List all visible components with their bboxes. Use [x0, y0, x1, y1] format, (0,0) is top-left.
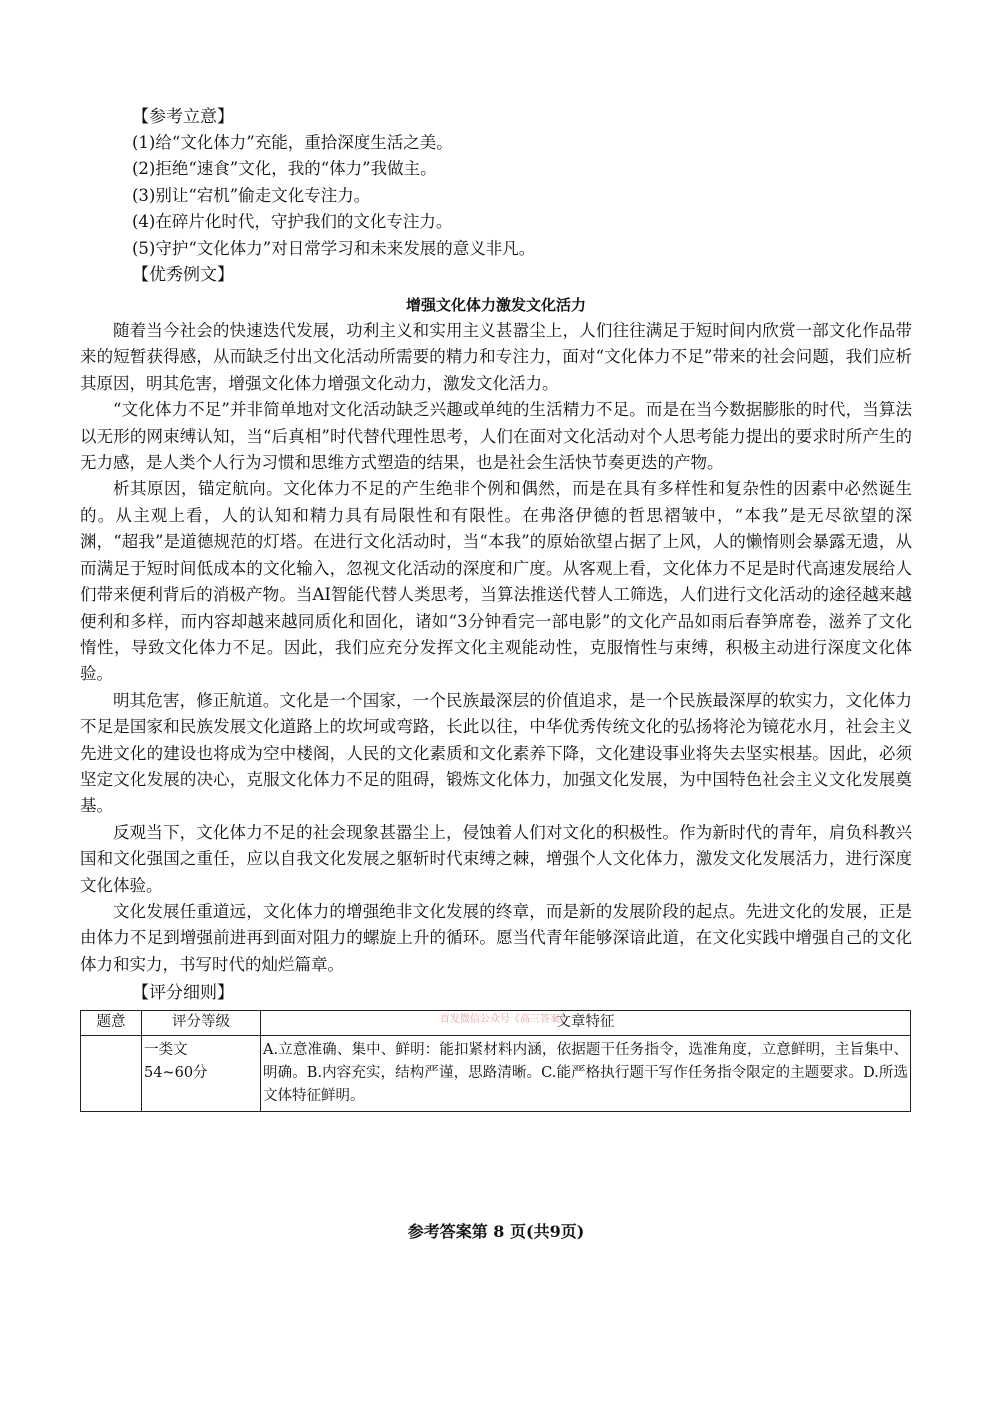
essay-heading: 【优秀例文】: [132, 265, 234, 286]
cell-features: A.立意准确、集中、鲜明：能扣紧材料内涵，依据题干任务指令，选准角度，立意鲜明，主旨集中、明确。B.内容充实，结构严谨，思路清晰。C.能严格执行题干写作任务指令限定的主题要求。D.所选文体特征鲜明。: [261, 1036, 911, 1112]
essay-paragraph: 析其原因，锚定航向。文化体力不足的产生绝非个例和偶然，而是在具有多样性和复杂性的因素中必然诞生的。从主观上看，人的认知和精力具有局限性和有限性。在弗洛伊德的哲思褶皱中，“本我”是无尽欲望的深渊，“超我”是道德规范的灯塔。在进行文化活动时，当“本我”的原始欲望占据了上风，人的懒惰则会暴露无遗，从而满足于短时间低成本的文化输入，忽视文化活动的深度和广度。从客观上看，文化体力不足是时代高速发展给人们带来便利背后的消极产物。当AI智能代替人类思考，当算法推送代替人工筛选，人们进行文化活动的途径越来越便利和多样，而内容却越来越同质化和固化，诸如“3分钟看完一部电影”的文化产品如雨后春笋席卷，滋养了文化惰性，导致文化体力不足。因此，我们应充分发挥文化主观能动性，克服惰性与束缚，积极主动进行深度文化体验。: [80, 479, 912, 684]
essay-title: 增强文化体力激发文化活力: [405, 296, 586, 315]
intent-item: (3)别让“宕机”偷走文化专注力。: [132, 185, 371, 205]
essay-paragraph: 明其危害，修正航道。文化是一个国家，一个民族最深层的价值追求，是一个民族最深厚的软实力，文化体力不足是国家和民族发展文化道路上的坎坷或弯路，长此以往，中华优秀传统文化的弘扬将沦为镜花水月，社会主义先进文化的建设也将成为空中楼阁，人民的文化素质和文化素养下降，文化建设事业将失去坚实根基。因此，必须坚定文化发展的决心，克服文化体力不足的阻碍，锻炼文化体力，加强文化发展，为中国特色社会主义文化发展奠基。: [80, 690, 912, 816]
page-content: [80, 104, 912, 1112]
intent-heading: 【参考立意】: [132, 107, 234, 127]
intent-list: [80, 130, 912, 262]
page-footer: 参考答案第 8 页(共9页): [407, 1222, 585, 1241]
essay-paragraph: 随着当今社会的快速迭代发展，功利主义和实用主义甚嚣尘上，人们往往满足于短时间内欣赏一部文化作品带来的短暂获得感，从而缺乏付出文化活动所需要的精力和专注力，面对“文化体力不足”带来的社会问题，我们应析其原因，明其危害，增强文化体力增强文化动力，激发文化活力。: [80, 321, 912, 393]
cell-topic: [81, 1036, 142, 1112]
essay-paragraph: “文化体力不足”并非简单地对文化活动缺乏兴趣或单纯的生活精力不足。而是在当今数据膨胀的时代，当算法以无形的网束缚认知，当“后真相”时代替代理性思考，人们在面对文化活动对个人思考能力提出的要求时所产生的无力感，是人类个人行为习惯和思维方式塑造的结果，也是社会生活快节奏更迭的产物。: [80, 400, 912, 473]
intent-item: (5)守护“文化体力”对日常学习和未来发展的意义非凡。: [132, 238, 536, 258]
rubric-header-row: [81, 1011, 911, 1036]
essay-paragraph: 文化发展任重道远，文化体力的增强绝非文化发展的终章，而是新的发展阶段的起点。先进文化的发展，正是由体力不足到增强前进再到面对阻力的螺旋上升的循环。愿当代青年能够深谙此道，在文化实践中增强自己的文化体力和实力，书写时代的灿烂篇章。: [80, 901, 912, 974]
header-topic: 题意: [81, 1011, 142, 1036]
intent-item: (2)拒绝“速食”文化，我的“体力”我做主。: [132, 159, 437, 179]
watermark: 首发微信公众号《高三答案》: [439, 1014, 570, 1026]
table-row: [81, 1036, 911, 1112]
intent-item: (4)在碎片化时代，守护我们的文化专注力。: [132, 212, 453, 232]
intent-item: (1)给“文化体力”充能，重拾深度生活之美。: [132, 133, 453, 152]
rubric-heading: 【评分细则】: [132, 983, 234, 1004]
essay-body: [80, 318, 912, 978]
essay-paragraph: 反观当下，文化体力不足的社会现象甚嚣尘上，侵蚀着人们对文化的积极性。作为新时代的青年，肩负科教兴国和文化强国之重任，应以自我文化发展之躯斩时代束缚之棘，增强个人文化体力，激发文化发展活力，进行深度文化体验。: [80, 822, 912, 895]
header-grade: 评分等级: [142, 1011, 261, 1036]
header-features: [261, 1011, 911, 1036]
rubric-table: [80, 1010, 911, 1112]
header-features-label: 文章特征: [556, 1014, 615, 1031]
cell-grade: 一类文 54~60分: [142, 1036, 261, 1112]
